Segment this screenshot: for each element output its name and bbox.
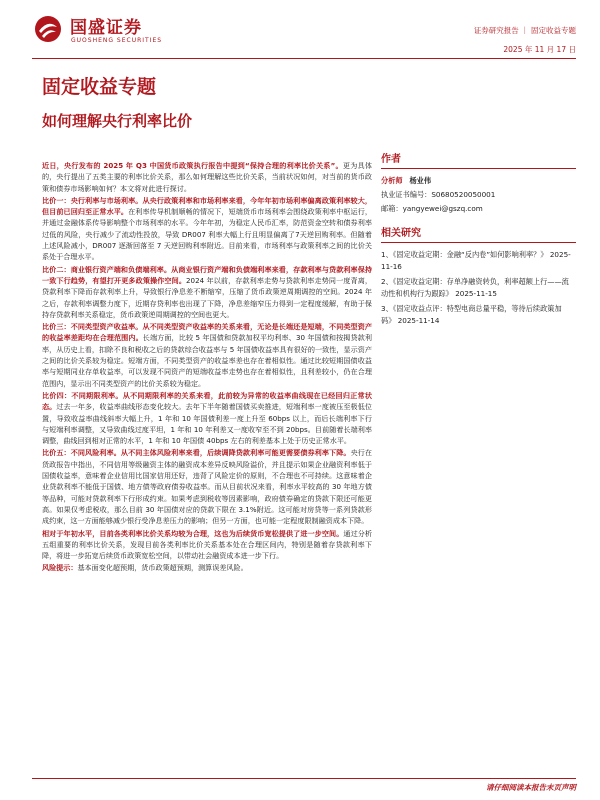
paragraph-text: 在利率传导机制顺畅的情况下，短端货币市场利率会围绕政策利率中枢运行，并通过金融体系传导影响整个市场利率的水平。今年年初，为稳定人民币汇率，防范资金空转和债券利率过低的风险，央行减少了流动性投放，导致 DR007 利率大幅上行且明显偏离了7天逆回购利率。但随着上述风险减小，DR007 逐渐回落至 7 天逆回购利率附近。目前来看，市场利率与政策利率之间的比价关系处于合理水平。: [42, 207, 372, 262]
license-number: 执业证书编号：S0680520050001: [381, 190, 496, 199]
paragraph-lead: 风险提示：: [42, 563, 78, 573]
related-heading: 相关研究: [381, 224, 576, 243]
related-report[interactable]: [381, 276, 576, 299]
paragraph-ratio-2: [42, 264, 372, 320]
analyst-name: 杨业伟: [409, 176, 432, 185]
related-report-title: 3、《固定收益点评：特型电商总量平稳，等待后续政策加码》: [381, 304, 562, 325]
paragraph-text: 长端方面，比较 5 年国债和贷款加权平均利率、30 年国债和按揭贷款利率，从历史上看，扣除不良和税收之后的贷款综合收益率与 5 年国债收益率具有很好的一致性，显示资产之间的比价关系较为稳定。短端方面，不同类型资产的收益率差也存在着相似性。通过比较短期国债收益率与短期同业存单收益率，可以发现不同资产的短端收益率走势也存在着相似性，且利差较小，仍在合理范围内，显示出不同类型资产的比价关系较为稳定。: [42, 333, 372, 388]
page-subtitle: 如何理解央行利率比价: [42, 112, 193, 130]
paragraph-lead: 比价一：央行利率与市场利率。从央行政策利率和市场利率来看，今年年初市场利率偏离政策利率较大，但目前已回归至正常水平。: [42, 195, 372, 217]
page-title: 固定收益专题: [42, 76, 157, 98]
report-date: 2025 年 11 月 17 日: [503, 45, 576, 54]
analyst-email[interactable]: 邮箱：yangyewei@gszq.com: [381, 204, 483, 213]
paragraph-lead: 比价四：不同期限利率。从不同期限利率的关系来看，此前较为异常的收益率曲线现在已经回归正常状态。: [42, 390, 372, 412]
paragraph-ratio-3: [42, 321, 372, 389]
paragraph-text: 央行在货政报告中指出，不同信用等级融资主体的融资成本差异反映风险溢价，并且提示如果企业融资利率低于国债收益率，意味着企业信用比国家信用还好，违背了风险定价的原则，不合理也不可持续。这意味着企业贷款利率不能低于国债、地方债等政府债券收益率。而从目前状况来看，利率水平较高的 30 年地方债等品种，可能对贷款利率下行形成约束。如果考虑到税收等因素影响，政府债券确定的贷款下限还可能更高。如果仅考虑税收，那么目前 30 年国债对应的贷款下限在 3.1%附近。这可能对房贷等一系列贷款形成约束，这一方面能够减少银行受净息差压力的影响；但另一方面，也可能一定程度限制融资成本下降。: [42, 448, 373, 526]
related-report-date: 2025-11-16: [381, 250, 571, 271]
paragraph-ratio-5: [42, 447, 372, 526]
paragraph-text: 过去一年多，收益率曲线形态变化较大。去年下半年随着国债买卖推进，短端利率一度被压至极低位置，导致收益率曲线斜率大幅上升，1 年和 10 年国债利差一度上升至 60bps 以上，而后长端利率下行与短端利率调整，又导致曲线过度平坦，1 年和 10 年利差又一度收窄至不到 20bps。目前随着长端利率调整，曲线回到相对正常的水平，1 年和 10 年国债 40bps 左右的利差基本上处于历史正常水平。: [42, 402, 373, 446]
analyst-label: 分析师: [381, 176, 403, 185]
paragraph-lead: 近日，央行发布的 2025 年 Q3 中国货币政策执行报告中提到“保持合理的利率比价关系”。: [42, 161, 343, 170]
paragraph-text: 基本面变化超预期，货币政策超预期，测算误差风险。: [77, 563, 248, 573]
guosheng-logo-icon: [32, 14, 64, 44]
page-header: [0, 0, 600, 60]
author-heading: 作者: [381, 150, 576, 169]
report-type: 证券研究报告 ｜ 固定收益专题: [473, 26, 576, 35]
paragraph-lead: 相对于年初水平，目前各类利率比价关系均较为合理，这也为后续货币宽松提供了进一步空间。: [42, 528, 344, 538]
sidebar: [381, 150, 576, 330]
paragraph-intro: [42, 160, 372, 194]
paragraph-lead: 比价三：不同类型资产收益率。从不同类型资产收益率的关系来看，无论是长端还是短端，不同类型资产的收益率差距均在合理范围内。: [42, 322, 372, 343]
paragraph-lead: 比价二：商业银行资产端和负债端利率。从商业银行资产端和负债端利率来看，存款利率与贷款利率保持一致下行趋势，有望打开更多政策操作空间。: [42, 264, 372, 285]
footer-disclaimer: 请仔细阅读本报告末页声明: [486, 783, 576, 792]
header-divider: [32, 58, 576, 59]
related-report[interactable]: [381, 303, 576, 326]
page-footer: [0, 770, 600, 800]
related-report-date: 2025-11-14: [397, 315, 440, 325]
analyst-line: [381, 175, 576, 186]
paragraph-lead: 比价五：不同风险利率。从不同主体风险利率来看，后续调降贷款利率可能更需要债券利率下降。: [42, 448, 351, 458]
paragraph-text: 通过分析五组重要的利率比价关系，发现目前各类利率比价关系基本处在合理区间内，特别是随着存贷款利率下降，将进一步拓宽后续货币政策宽松空间，以带动社会融资成本进一步下行。: [42, 528, 373, 561]
report-body: [42, 160, 372, 575]
paragraph-risk: [42, 562, 372, 573]
related-report[interactable]: [381, 249, 576, 272]
logo-name-en: GUOSHENG SECURITIES: [71, 37, 163, 44]
related-report-title: 1、《固定收益定期：金融“反内卷”如何影响利率？》: [381, 250, 548, 259]
related-report-date: 2025-11-15: [455, 288, 497, 298]
footer-divider: [32, 778, 576, 779]
paragraph-conclusion: [42, 528, 372, 562]
related-report-title: 2、《固定收益定期：存单净融资转负，利率超额上行——流动性和机构行为跟踪》: [381, 277, 569, 298]
paragraph-text: 2024 年以前，存款利率走势与贷款利率走势同一度背离，贷款利率下降而存款利率上升，导致银行净息差不断缩窄，压缩了货币政策逆周期调控的空间。2024 年之后，存款利率调整力度下，近期存贷利率也出现了下降，净息差缩窄压力得到一定程度缓解，有助于保持存贷款利率关系稳定，货币政策逆周期调控的空间也更大。: [42, 275, 373, 319]
paragraph-ratio-4: [42, 390, 372, 446]
paragraph-text: 更为具体的，央行提出了五类主要的利率比价关系，那么如何理解这些比价关系，当前状况如何，对当前的货币政策和债券市场影响如何？本文将对此进行探讨。: [42, 161, 372, 193]
paragraph-ratio-1: [42, 195, 372, 263]
logo-name-cn: 国盛证券: [70, 18, 142, 38]
